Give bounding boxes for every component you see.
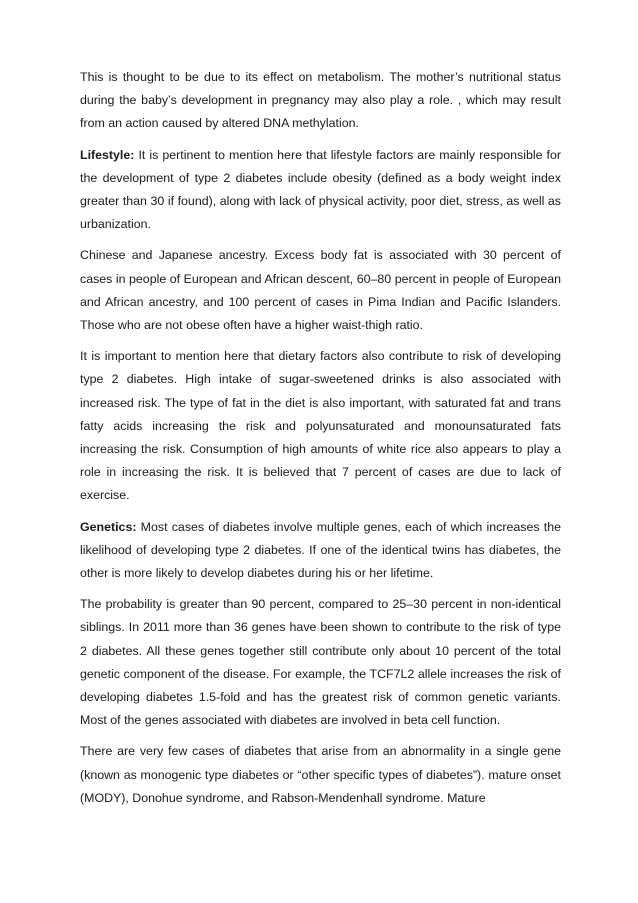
paragraph-text: The probability is greater than 90 percent, compared to 25–30 percent in non-identical siblings. In 2011 more than 36 genes have been shown to contribute to the risk of type 2 diabetes. All these genes together still contribute only about 10 percent of the total genetic component of the disease. For example, the TCF7L2 allele increases the risk of developing diabetes 1.5-fold and has the greatest risk of common genetic variants. Most of the genes associated with diabetes are involved in beta cell function.	[80, 597, 561, 728]
paragraph-lead-genetics: Genetics:	[80, 519, 137, 534]
paragraph-lead-lifestyle: Lifestyle:	[80, 147, 135, 162]
document-page	[80, 66, 561, 818]
paragraph-genetics	[80, 516, 561, 586]
paragraph-text: It is important to mention here that dietary factors also contribute to risk of developing type 2 diabetes. High intake of sugar-sweetened drinks is also associated with increased risk. The type of fat in the diet is also important, with saturated fat and trans fatty acids increasing the risk and polyunsaturated and monounsaturated fats increasing the risk. Consumption of high amounts of white rice also appears to play a role in increasing the risk. It is believed that 7 percent of cases are due to lack of exercise.	[80, 349, 561, 503]
paragraph-probability	[80, 593, 561, 732]
paragraph-text: This is thought to be due to its effect on metabolism. The mother’s nutritional status during the baby’s development in pregnancy may also play a role. , which may result from an action caused by altered DNA methylation.	[80, 70, 561, 131]
paragraph-text: It is pertinent to mention here that lifestyle factors are mainly responsible for the development of type 2 diabetes include obesity (defined as a body weight index greater than 30 if found), along with lack of physical activity, poor diet, stress, as well as urbanization.	[80, 147, 561, 232]
paragraph-text: Chinese and Japanese ancestry. Excess body fat is associated with 30 percent of cases in people of European and African descent, 60–80 percent in people of European and African ancestry, and 100 percent of cases in Pima Indian and Pacific Islanders. Those who are not obese often have a higher waist-thigh ratio.	[80, 248, 561, 333]
paragraph-diet	[80, 345, 561, 507]
paragraph-lifestyle	[80, 144, 561, 237]
paragraph-metabolism	[80, 66, 561, 136]
paragraph-text: Most cases of diabetes involve multiple genes, each of which increases the likelihood of developing type 2 diabetes. If one of the identical twins has diabetes, the other is more likely to develop diabetes during his or her lifetime.	[80, 519, 561, 581]
paragraph-monogenic	[80, 740, 561, 810]
paragraph-ancestry	[80, 244, 561, 337]
paragraph-text: There are very few cases of diabetes that arise from an abnormality in a single gene (known as monogenic type diabetes or “other specific types of diabetes”). mature onset (MODY), Donohue syndrome, and Rabson-Mendenhall syndrome. Mature	[80, 744, 561, 805]
